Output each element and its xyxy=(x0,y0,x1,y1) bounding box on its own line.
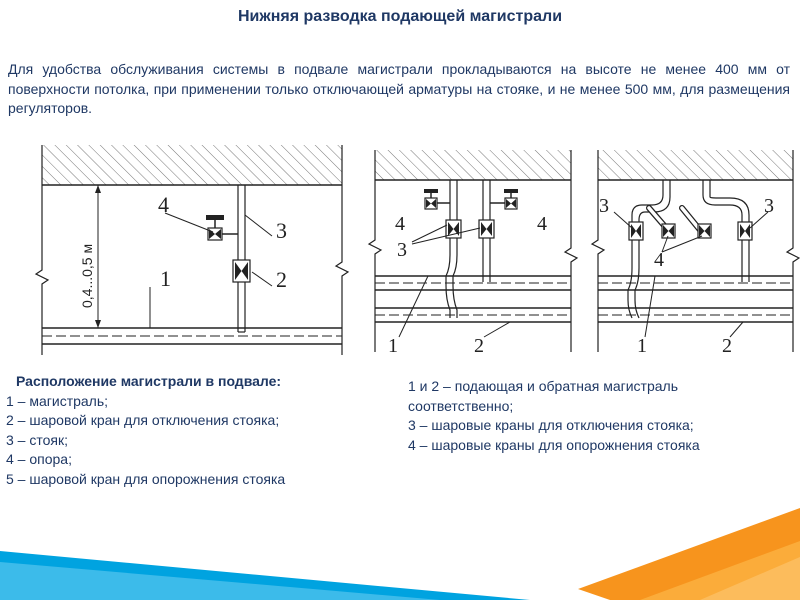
diagram-middle-label-4a: 4 xyxy=(395,213,405,235)
diagram-middle-label-2: 2 xyxy=(474,335,484,357)
legend-left-item: 5 – шаровой кран для опорожнения стояка xyxy=(6,470,286,487)
legend-left-item: 1 – магистраль; xyxy=(6,392,109,409)
dimension-label: 0,4...0,5 м xyxy=(79,243,95,308)
diagram-left xyxy=(36,145,348,355)
diagram-right-label-1: 1 xyxy=(637,335,647,357)
legend-right xyxy=(408,377,793,455)
diagram-right-label-2: 2 xyxy=(722,335,732,357)
legend-right-item: 1 и 2 – подающая и обратная магистраль соответственно; xyxy=(408,378,678,414)
legend-left-item: 2 – шаровой кран для отключения стояка; xyxy=(6,412,280,428)
ceiling-slab xyxy=(375,150,571,180)
legend-right-item: 4 – шаровые краны для опорожнения стояка xyxy=(408,436,700,453)
ceiling-slab xyxy=(598,150,793,180)
diagram-left-label-3: 3 xyxy=(276,218,287,243)
legend-left-item: 3 – стояк; xyxy=(6,431,68,448)
riser xyxy=(446,180,450,318)
diagram-right-label-3a: 3 xyxy=(599,195,609,217)
intro-paragraph: Для удобства обслуживания системы в подвале магистрали прокладываются на высоте не менее 400 мм от поверхности потолка, при применении только отключающей арматуры на стояке, и не менее 500 мм, для размещения регуляторов. xyxy=(8,61,790,116)
ceiling-slab xyxy=(42,145,342,185)
diagram-left-label-2: 2 xyxy=(276,267,287,292)
diagram-left-label-4: 4 xyxy=(158,192,169,217)
diagram-right-label-4: 4 xyxy=(654,249,664,271)
legend-right-item: 3 – шаровые краны для отключения стояка; xyxy=(408,417,694,433)
legend-left xyxy=(6,372,366,489)
slide-title: Нижняя разводка подающей магистрали xyxy=(237,8,563,25)
diagram-middle-label-1: 1 xyxy=(388,335,398,357)
diagram-right-label-3b: 3 xyxy=(764,195,774,217)
diagram-middle xyxy=(369,150,577,357)
legend-left-heading: Расположение магистрали в подвале: xyxy=(16,373,282,389)
diagram-middle-label-4b: 4 xyxy=(537,213,547,235)
legend-left-item: 4 – опора; xyxy=(6,451,72,467)
diagram-right xyxy=(592,150,799,357)
diagram-middle-label-3: 3 xyxy=(397,239,407,261)
diagram-left-label-1: 1 xyxy=(160,266,171,291)
